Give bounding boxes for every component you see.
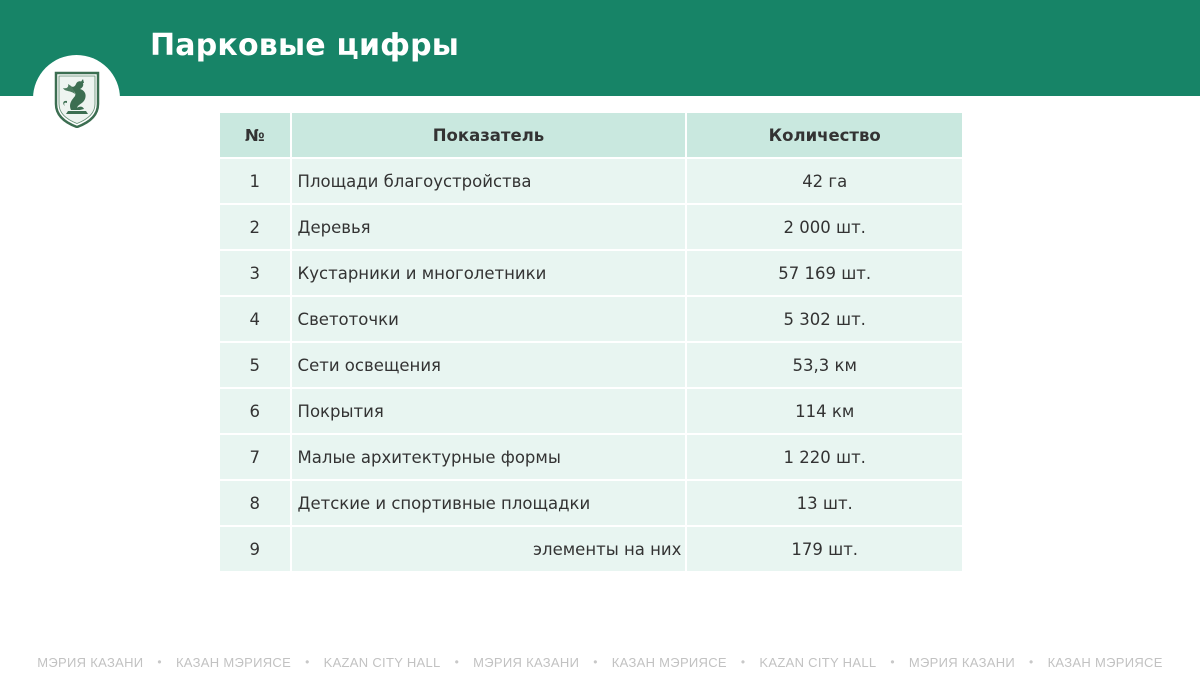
footer-separator: • xyxy=(454,655,460,669)
row-number: 1 xyxy=(220,159,292,205)
column-header-quantity: Количество xyxy=(687,113,962,159)
table-row xyxy=(220,435,962,481)
footer-separator: • xyxy=(157,655,162,669)
table-header-row xyxy=(220,113,962,159)
row-quantity: 5 302 шт. xyxy=(687,297,962,343)
table-row xyxy=(220,527,962,573)
row-indicator: Малые архитектурные формы xyxy=(292,435,688,481)
row-indicator: Площади благоустройства xyxy=(292,159,688,205)
row-number: 9 xyxy=(220,527,292,573)
row-indicator: элементы на них xyxy=(292,527,688,573)
row-quantity: 42 га xyxy=(687,159,962,205)
footer-separator: • xyxy=(305,655,310,669)
row-number: 2 xyxy=(220,205,292,251)
footer-separator: • xyxy=(1029,655,1034,669)
row-number: 6 xyxy=(220,389,292,435)
footer-label: KAZAN CITY HALL xyxy=(759,654,877,670)
table-row xyxy=(220,297,962,343)
row-number: 5 xyxy=(220,343,292,389)
emblem-badge xyxy=(33,55,120,142)
row-indicator: Сети освещения xyxy=(292,343,688,389)
row-number: 3 xyxy=(220,251,292,297)
row-quantity: 179 шт. xyxy=(687,527,962,573)
footer-separator: • xyxy=(593,655,598,669)
row-indicator: Покрытия xyxy=(292,389,688,435)
row-quantity: 114 км xyxy=(687,389,962,435)
footer-label: КАЗАН МЭРИЯСЕ xyxy=(175,654,292,670)
row-quantity: 1 220 шт. xyxy=(687,435,962,481)
kazan-coat-of-arms-icon xyxy=(53,70,101,128)
footer-label: МЭРИЯ КАЗАНИ xyxy=(908,654,1016,670)
table-row xyxy=(220,389,962,435)
footer-separator: • xyxy=(890,655,895,669)
footer-label: МЭРИЯ КАЗАНИ xyxy=(473,654,580,670)
column-header-indicator: Показатель xyxy=(292,113,688,159)
row-indicator: Светоточки xyxy=(292,297,688,343)
row-number: 7 xyxy=(220,435,292,481)
row-indicator: Деревья xyxy=(292,205,688,251)
row-indicator: Кустарники и многолетники xyxy=(292,251,688,297)
table-row xyxy=(220,251,962,297)
row-number: 4 xyxy=(220,297,292,343)
footer-separator: • xyxy=(740,655,746,669)
page-title: Парковые цифры xyxy=(150,28,460,63)
table-row xyxy=(220,205,962,251)
footer-label: KAZAN CITY HALL xyxy=(323,654,441,670)
table-row xyxy=(220,481,962,527)
row-indicator: Детские и спортивные площадки xyxy=(292,481,688,527)
footer-label: МЭРИЯ КАЗАНИ xyxy=(37,654,144,670)
table-row xyxy=(220,343,962,389)
park-figures-table xyxy=(220,113,962,573)
table-row xyxy=(220,159,962,205)
row-number: 8 xyxy=(220,481,292,527)
row-quantity: 57 169 шт. xyxy=(687,251,962,297)
row-quantity: 53,3 км xyxy=(687,343,962,389)
column-header-number: № xyxy=(220,113,292,159)
footer-label: КАЗАН МЭРИЯСЕ xyxy=(611,654,727,670)
footer-strip xyxy=(0,652,1200,672)
row-quantity: 2 000 шт. xyxy=(687,205,962,251)
footer-label: КАЗАН МЭРИЯСЕ xyxy=(1047,654,1163,670)
row-quantity: 13 шт. xyxy=(687,481,962,527)
